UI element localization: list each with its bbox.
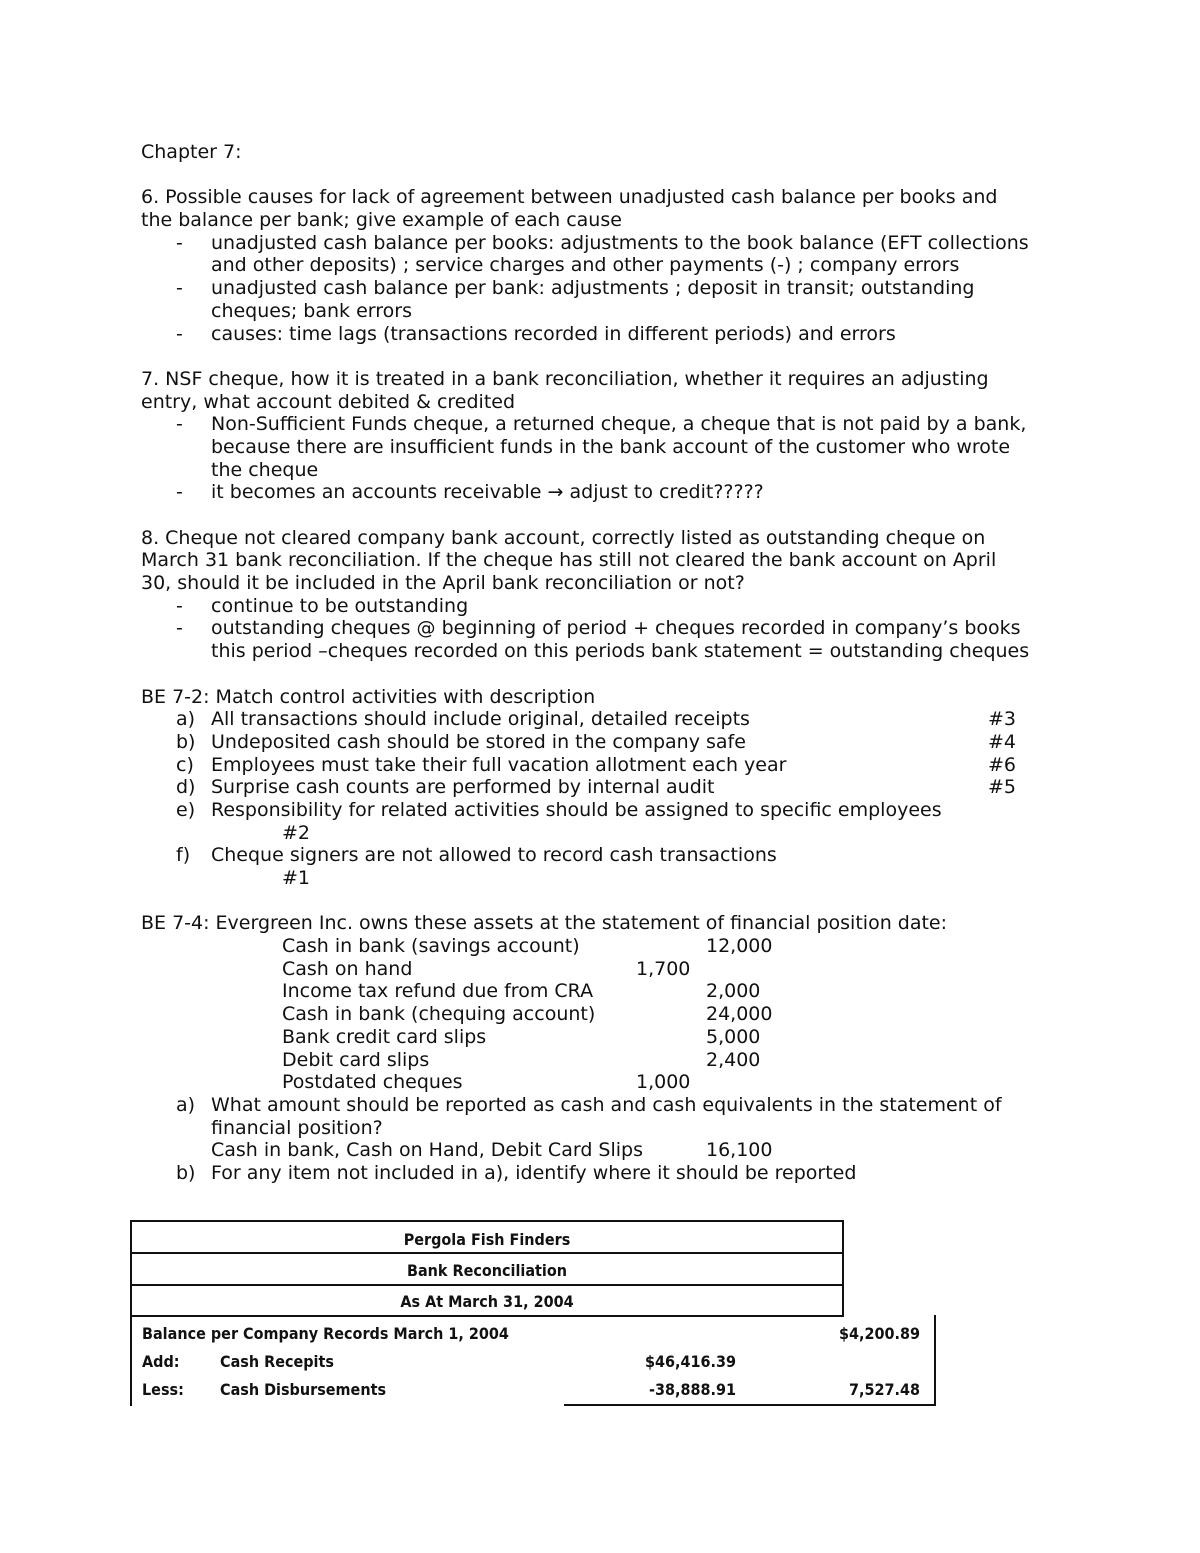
q7-bullet-1-cont: because there are insufficient funds in the bank account of the customer who wrote: [211, 435, 1011, 458]
asset-row: Bank credit card slips 5,000: [282, 1025, 761, 1048]
recon-row-opening-balance: Balance per Company Records March 1, 2004 $4,200.89: [142, 1324, 920, 1343]
be72-item-e-answer: #2: [282, 821, 311, 844]
be72-item-c: c) Employees must take their full vacation allotment each year #6: [176, 753, 1017, 776]
q7-bullet-1: - Non-Sufficient Funds cheque, a returned cheque, a cheque that is not paid by a bank,: [176, 413, 1027, 436]
be74-question-a: a) What amount should be reported as cash and cash equivalents in the statement of: [176, 1093, 1002, 1116]
q8-text-line-1: 8. Cheque not cleared company bank account, correctly listed as outstanding cheque on: [141, 526, 986, 549]
q6-text-line-2: the balance per bank; give example of each cause: [141, 209, 622, 232]
be72-title: BE 7-2: Match control activities with description: [141, 685, 596, 708]
q8-text-line-2: March 31 bank reconciliation. If the cheque has still not cleared the bank account on April: [141, 549, 997, 572]
be72-item-d: d) Surprise cash counts are performed by internal audit #5: [176, 776, 1017, 799]
asset-row: Postdated cheques 1,000: [282, 1071, 691, 1094]
q8-bullet-2: - outstanding cheques @ beginning of period + cheques recorded in company’s books: [176, 617, 1021, 640]
asset-row: Cash on hand 1,700: [282, 957, 691, 980]
be72-item-b: b) Undeposited cash should be stored in the company safe #4: [176, 730, 1017, 753]
recon-row-add: Add: Cash Recepits $46,416.39: [142, 1352, 736, 1371]
be72-item-a: a) All transactions should include original, detailed receipts #3: [176, 708, 1017, 731]
recon-date-header: As At March 31, 2004: [130, 1286, 844, 1317]
asset-row: Income tax refund due from CRA 2,000: [282, 980, 761, 1003]
chapter-heading: Chapter 7:: [141, 141, 242, 163]
be74-question-a-cont: financial position?: [211, 1116, 383, 1139]
be74-title: BE 7-4: Evergreen Inc. owns these assets at the statement of financial position date:: [141, 912, 948, 935]
document-body: [141, 141, 1081, 1185]
q7-text-line-2: entry, what account debited & credited: [141, 390, 516, 413]
be72-item-f: f) Cheque signers are not allowed to record cash transactions: [176, 844, 777, 867]
asset-row: Debit card slips 2,400: [282, 1048, 761, 1071]
recon-company-header: Pergola Fish Finders: [130, 1220, 844, 1254]
q8-bullet-1: - continue to be outstanding: [176, 594, 469, 617]
q7-text-line-1: 7. NSF cheque, how it is treated in a bank reconciliation, whether it requires an adjusting: [141, 367, 989, 390]
be72-item-e: e) Responsibility for related activities should be assigned to specific employees: [176, 798, 942, 821]
q6-bullet-1-cont: and other deposits) ; service charges and other payments (-) ; company errors: [211, 254, 960, 277]
q8-bullet-2-cont: this period –cheques recorded on this periods bank statement = outstanding cheques: [211, 640, 1030, 663]
q6-text-line-1: 6. Possible causes for lack of agreement between unadjusted cash balance per books and: [141, 186, 998, 209]
bank-reconciliation-table: [130, 1220, 936, 1406]
asset-row: Cash in bank (savings account) 12,000: [282, 935, 773, 958]
q6-bullet-1: - unadjusted cash balance per books: adjustments to the book balance (EFT collections: [176, 231, 1029, 254]
q7-bullet-2: - it becomes an accounts receivable → adjust to credit?????: [176, 481, 764, 504]
q6-bullet-2: - unadjusted cash balance per bank: adjustments ; deposit in transit; outstanding: [176, 277, 975, 300]
asset-row: Cash in bank (chequing account) 24,000: [282, 1003, 773, 1026]
q8-text-line-3: 30, should it be included in the April bank reconciliation or not?: [141, 572, 745, 595]
recon-row-less: Less: Cash Disbursements -38,888.91 7,527.48: [142, 1380, 920, 1399]
be74-question-b: b) For any item not included in a), identify where it should be reported: [176, 1161, 857, 1184]
q6-bullet-3: - causes: time lags (transactions recorded in different periods) and errors: [176, 322, 896, 345]
be72-item-f-answer: #1: [282, 867, 311, 889]
recon-title-header: Bank Reconciliation: [130, 1254, 844, 1286]
q6-bullet-2-cont: cheques; bank errors: [211, 299, 412, 322]
be74-answer-a: Cash in bank, Cash on Hand, Debit Card Slips 16,100: [211, 1139, 773, 1162]
q7-bullet-1-cont: the cheque: [211, 458, 319, 481]
